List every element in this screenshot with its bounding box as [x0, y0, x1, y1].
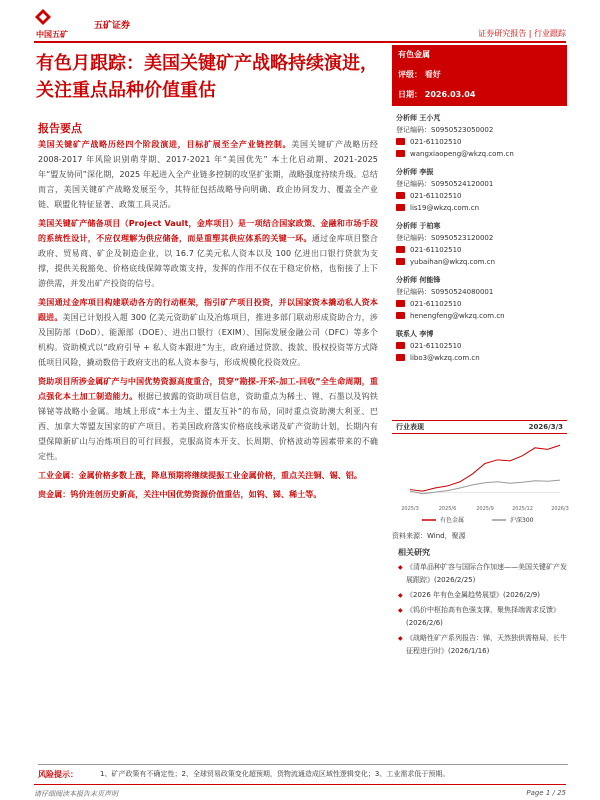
email-icon [396, 150, 405, 157]
footer-disclaimer: 请仔细阅读本报告末页声明 [34, 790, 118, 798]
analyst-email [396, 310, 563, 322]
logo-icon [34, 8, 52, 26]
related-item[interactable]: ◆ 《清单品种扩容与国际合作加速——美国关键矿产发展跟踪》(2026/2/25) [398, 561, 568, 587]
paragraph [38, 487, 378, 502]
date-label: 日期： 2026.03.04 [398, 90, 476, 99]
page-footer [34, 784, 566, 798]
tel-text: 021-61102510 [410, 342, 462, 350]
analyst-email [396, 148, 563, 160]
rating-label: 评级： 看好 [398, 70, 441, 79]
sidebar [392, 45, 567, 364]
paragraph-highlight: 美国通过金库项目构建联动各方的行动框架，指引矿产项目投资，并以国家资本撬动私人资本跟进。 [38, 298, 378, 322]
series-line-1 [410, 480, 560, 494]
analyst-tel [396, 190, 563, 202]
x-tick-label: 2025/9 [476, 506, 494, 512]
paragraph [38, 137, 378, 212]
legend-label: 有色金属 [440, 517, 465, 524]
tel-text: 021-61102510 [410, 300, 462, 308]
email-icon [396, 204, 405, 211]
industry-performance-chart [392, 420, 567, 540]
chart-source: 资料来源：Wind，聚源 [392, 532, 466, 540]
report-type: 证券研究报告 | 行业跟踪 [478, 29, 566, 38]
paragraph-highlight: 贵金属：钨价连创历史新高，关注中国优势资源价值重估，如钨、锑、稀土等。 [38, 490, 322, 499]
chart-svg [392, 434, 567, 530]
x-tick-label: 2026/3 [551, 506, 569, 512]
related-item[interactable]: ◆ 《战略性矿产系列报告：锑，天然独供需格局，长牛征程进行时》(2026/1/16) [398, 632, 568, 658]
logo-cn-text: 中国五矿 [36, 30, 68, 39]
x-tick-label: 2025/3 [401, 506, 419, 512]
analyst-entry [396, 112, 563, 160]
email-text[interactable]: wangxiaopeng@wkzq.com.cn [410, 150, 514, 158]
paragraph-text: 通过金库项目整合政府、贸易商、矿企及制造企业，以 16.7 亿美元私人资本以及 100 亿进出口银行贷款为支撑，提供关税豁免、价格底线保障等政策支持，发挥的作用不仅在于稳定价格，也衔接了上下游供需，并发出矿产投资的信号。 [38, 234, 378, 288]
paragraph [38, 374, 378, 464]
analyst-tel [396, 298, 563, 310]
phone-icon [396, 192, 405, 199]
paragraph-text: 美国关键矿产战略历经 2008-2017 年风险识别萌芽期、2017-2021 年“美国优先” 本土化启动期、2021-2025 年“盟友协同”深化期，2025 年起进入全产业链多控制的攻坚扩张期，战略强度持续升级。总结而言，美国关键矿产战略发展至今，其特征包括战略导向明确、政企协同发力、覆盖全产业链、联盟化特征显著、政策工具灵活。 [38, 140, 379, 209]
legend-label: 沪深300 [510, 517, 534, 524]
email-text[interactable]: libo3@wkzq.com.cn [410, 354, 480, 362]
industry-label: 有色金属 [398, 50, 430, 59]
related-item[interactable]: ◆ 《2026 年有色金属趋势展望》(2026/2/9) [398, 589, 568, 602]
analyst-entry [396, 220, 563, 268]
header-divider [34, 41, 566, 43]
page-number: Page 1 / 25 [526, 789, 566, 797]
paragraph [38, 216, 378, 291]
report-header [0, 0, 600, 46]
analyst-name: 分析师 何能锋 [396, 276, 441, 284]
analyst-reg: 登记编码：S0950523120002 [396, 234, 494, 242]
email-icon [396, 312, 405, 319]
analyst-email [396, 352, 563, 364]
paragraph [38, 468, 378, 483]
company-logo [34, 8, 131, 40]
section-title: 报告要点 [38, 122, 82, 135]
chart-header [392, 420, 567, 434]
email-text[interactable]: lis19@wkzq.com.cn [410, 204, 480, 212]
analyst-reg: 登记编码：S0950524120001 [396, 180, 494, 188]
phone-icon [396, 246, 405, 253]
analyst-reg: 登记编码：S0950524080001 [396, 288, 494, 296]
paragraph-highlight: 工业金属：金属价格多数上涨，降息预期将继续提振工业金属价格，重点关注铜、锡、铝。 [38, 471, 362, 480]
paragraph-highlight: 美国关键矿产战略历经四个阶段演进，目标扩展至全产业链控制。 [38, 140, 292, 149]
tel-text: 021-61102510 [410, 246, 462, 254]
tel-text: 021-61102510 [410, 192, 462, 200]
analyst-name: 分析师 李振 [396, 168, 434, 176]
analyst-email [396, 256, 563, 268]
email-icon [396, 258, 405, 265]
analyst-email [396, 202, 563, 214]
analyst-tel [396, 244, 563, 256]
rating-box [392, 45, 567, 106]
tel-text: 021-61102510 [410, 138, 462, 146]
related-item[interactable]: ◆ 《钨价中枢抬高有色强支撑，聚焦择端需求反馈》(2026/2/6) [398, 604, 568, 630]
paragraph-highlight: 资助项目所涉金属矿产与中国优势资源高度重合，贯穿“勘探-开采-加工-回收”全生命周期，重点强化本土加工制造能力。 [38, 377, 378, 401]
phone-icon [396, 342, 405, 349]
risk-label: 风险提示： [38, 770, 78, 779]
paragraph [38, 295, 378, 370]
risk-text: 1、矿产政策有不确定性；2、全球贸易政策变化超预期，货物流通造成区域性逻辑变化；3、工业需求低于预期。 [100, 770, 450, 778]
analyst-tel [396, 136, 563, 148]
series-line-0 [410, 445, 560, 491]
analyst-name: 分析师 王小芃 [396, 114, 441, 122]
paragraph-highlight: 美国关键矿产储备项目（Project Vault，金库项目）是一项结合国家政策、金融和市场手段的系统性设计，不应仅理解为供应储备，而是重塑其供应体系的关键一环。 [38, 219, 378, 243]
related-title: 相关研究 [398, 548, 430, 557]
analyst-entry [396, 328, 563, 364]
brand-name: 五矿证券 [94, 21, 131, 31]
analyst-name: 分析师 于柏寒 [396, 222, 441, 230]
chart-title: 行业表现 [396, 423, 424, 431]
analyst-list [392, 112, 567, 364]
email-text[interactable]: yubaihan@wkzq.com.cn [410, 258, 496, 266]
email-icon [396, 354, 405, 361]
analyst-tel [396, 340, 563, 352]
phone-icon [396, 138, 405, 145]
analyst-reg: 登记编码：S0950523050002 [396, 126, 494, 134]
x-tick-label: 2025/6 [438, 506, 457, 512]
email-text[interactable]: henengfeng@wkzq.com.cn [410, 312, 505, 320]
report-body [38, 137, 378, 506]
paragraph-text: 美国已计划投入超 300 亿美元资助矿山及冶炼项目，推进多部门联动形成资助合力，涉及国防部（DoD）、能源部（DOE）、进出口银行（EXIM）、国际发展金融公司（DFC）等多个机构。资助模式以“政府引导 + 私人资本跟进”为主，政府通过贷款、拨款、股权投资等方式降低项目风险，撬动数倍于政府支出的私人资本参与，形成规模化投资效应。 [38, 313, 378, 367]
x-tick-label: 2025/12 [512, 506, 533, 512]
analyst-entry [396, 166, 563, 214]
report-title: 有色月跟踪：美国关键矿产战略持续演进，关注重点品种价值重估 [36, 53, 378, 101]
paragraph-text: 根据已披露的资助项目信息，资助重点为稀土、锂、石墨以及钨铁锑铋等战略小金属。地域上形成“本土为主、盟友互补”的布局，同时重点资助澳大利亚、巴西、加拿大等盟友国家的矿产项目。若美国政府落实价格底线承诺及矿产资助计划，长期内有望保障新矿山与冶炼项目的可行回报，克服高资本开支、长周期、价格波动等因素带来的不确定性。 [38, 392, 378, 461]
related-list [398, 561, 568, 660]
phone-icon [396, 300, 405, 307]
chart-date: 2026/3/3 [528, 423, 563, 431]
risk-warning [38, 764, 568, 780]
analyst-entry [396, 274, 563, 322]
analyst-name: 联系人 李博 [396, 330, 434, 338]
